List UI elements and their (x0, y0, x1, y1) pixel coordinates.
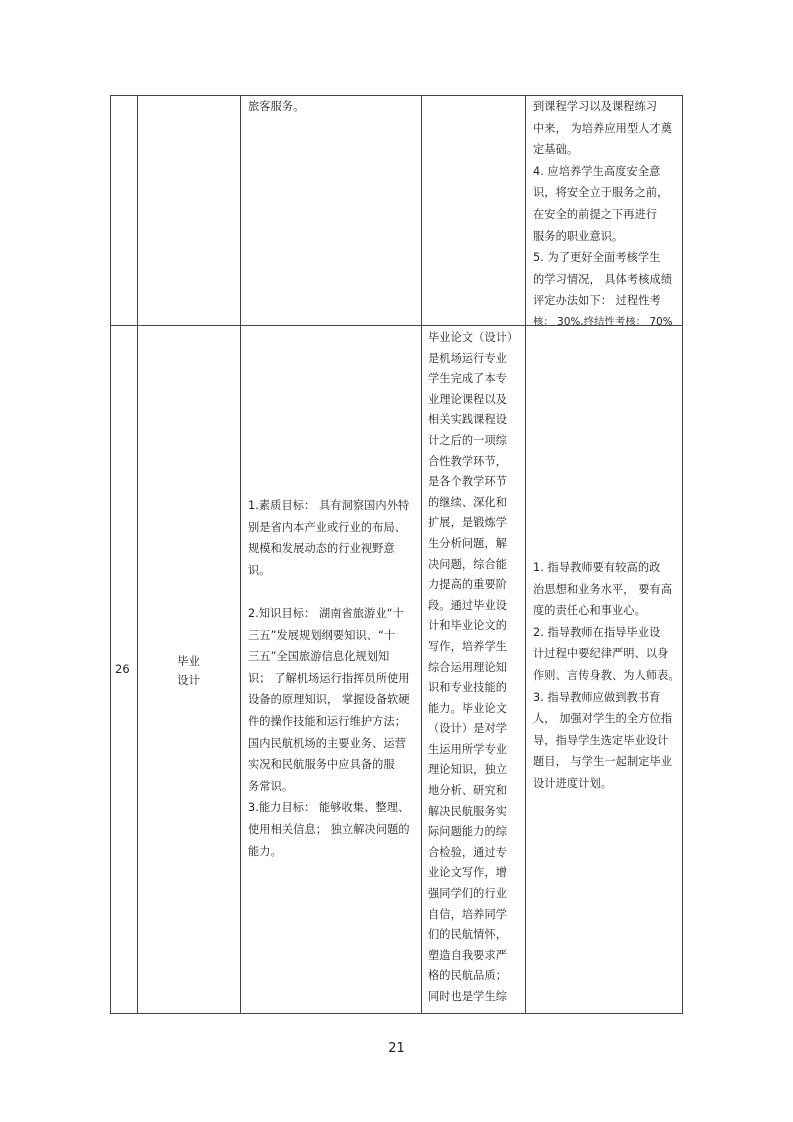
content-line: 计和毕业论文的 (428, 619, 508, 633)
requirement-line: 题目， 与学生一起制定毕业 (533, 755, 673, 769)
row2-objectives (248, 495, 410, 862)
content-line: 理论知识，独立 (428, 763, 508, 777)
objective-line: 识； 了解机场运行指挥员所使用 (248, 671, 410, 685)
content-line: 塑造自我要求严 (428, 948, 508, 962)
content-line: 自信，培养同学 (428, 907, 508, 921)
objective-line: 务常识。 (248, 779, 294, 793)
content-line: 写作，培养学生 (428, 639, 508, 653)
objective-line: 三五”发展规划纲要知识、“十 (248, 628, 396, 642)
requirement-line: 服务的职业意识。 (533, 229, 624, 243)
objective-line: 三五”全国旅游信息化规划知 (248, 650, 390, 664)
requirement-line: 中来， 为培养应用型人才奠 (533, 121, 673, 135)
objective-line: 国内民航机场的主要业务、运营 (248, 736, 407, 750)
objective-line: 1.素质目标： 具有洞察国内外特 (248, 499, 410, 512)
objective-line: 件的操作技能和运行维护方法； (248, 714, 407, 728)
page-number: 21 (388, 1041, 405, 1056)
requirement-line: 到课程学习以及课程练习 (533, 100, 658, 113)
requirement-line: 治思想和业务水平， 要有高 (533, 582, 673, 596)
requirement-line: 作则、言传身教、为人师表。 (533, 668, 680, 682)
requirement-line: 的学习情况， 具体考核成绩 (533, 272, 673, 286)
content-line: 际问题能力的综 (428, 825, 508, 839)
objective-line: 设备的原理知识， 掌握设备软硬 (248, 693, 410, 707)
requirement-line: 定基础。 (533, 143, 579, 157)
content-line: 段。通过毕业设 (428, 598, 508, 612)
content-line: 能力。毕业论文 (428, 701, 508, 715)
col-divider-3 (421, 95, 422, 1014)
requirement-line: 评定办法如下： 过程性考 (533, 294, 661, 308)
requirement-line: 导，指导学生选定毕业设计 (533, 733, 669, 747)
requirement-line: 计过程中要纪律严明、以身 (533, 647, 669, 661)
objective-line: 规模和发展动态的行业视野意 (248, 542, 395, 556)
row1-requirements (533, 96, 673, 334)
content-line: 业理论课程以及 (428, 392, 508, 406)
row2-requirements (533, 557, 680, 795)
content-line: 合检验，通过专 (428, 845, 508, 859)
col-divider-2 (240, 95, 241, 1014)
content-line: 地分析、研究和 (428, 784, 508, 798)
content-line: 相关实践课程设 (428, 413, 508, 427)
requirement-line: 3. 指导教师应做到教书育 (533, 690, 661, 704)
objective-line: 识。 (248, 563, 271, 577)
content-line: 合性教学环节， (428, 454, 508, 468)
content-line: 计之后的一项综 (428, 433, 508, 447)
requirement-line: 设计进度计划。 (533, 776, 613, 790)
objective-line: 实况和民航服务中应具备的服 (248, 758, 395, 772)
requirement-line: 4. 应培养学生高度安全意 (533, 164, 661, 178)
requirement-line: 在安全的前提之下再进行 (533, 207, 658, 221)
objective-line: 别是省内本产业或行业的布局、 (248, 520, 407, 534)
objective-line: 能力。 (248, 844, 282, 858)
content-line: 力提高的重要阶 (428, 578, 508, 592)
table-bottom-border (110, 1013, 682, 1014)
content-line: （设计）是对学 (428, 722, 508, 736)
row2-course-name (137, 652, 240, 690)
content-line: 的继续、深化和 (428, 495, 508, 509)
requirement-line: 1. 指导教师要有较高的政 (533, 561, 661, 574)
table-left-border (110, 95, 111, 1014)
requirement-line: 2. 指导教师在指导毕业设 (533, 625, 661, 639)
row2-number: 26 (115, 662, 130, 676)
requirement-line: 核： 30%,终结性考核： 70% (533, 315, 673, 328)
content-line: 毕业论文（设计） (428, 331, 519, 344)
objective-line: 2.知识目标： 湖南省旅游业“十 (248, 606, 404, 620)
content-line: 业论文写作，增 (428, 866, 508, 880)
content-line: 是各个教学环节 (428, 475, 508, 489)
objective-line: 3.能力目标： 能够收集、整理、 (248, 801, 410, 815)
requirement-line: 识，将安全立于服务之前， (533, 186, 669, 200)
objective-line: 旅客服务。 (248, 100, 305, 113)
content-line: 识和专业技能的 (428, 681, 508, 695)
objective-line (248, 581, 410, 603)
table-right-border (682, 95, 683, 1014)
content-line: 生分析问题，解 (428, 536, 508, 550)
content-line: 综合运用理论知 (428, 660, 508, 674)
content-line: 解决民航服务实 (428, 804, 508, 818)
content-line: 强同学们的行业 (428, 887, 508, 901)
content-line: 同时也是学生综 (428, 990, 508, 1003)
content-line: 扩展，是锻炼学 (428, 516, 508, 530)
content-line: 们的民航情怀， (428, 928, 508, 942)
content-line: 学生完成了本专 (428, 372, 508, 386)
requirement-line: 人， 加强对学生的全方位指 (533, 712, 673, 726)
content-line: 格的民航品质； (428, 969, 508, 983)
col-divider-1 (137, 95, 138, 1014)
row2-content (428, 328, 518, 1008)
row1-objectives (248, 96, 304, 118)
course-name-line: 毕业 (177, 654, 200, 668)
content-line: 决问题，综合能 (428, 557, 508, 571)
content-line: 生运用所学专业 (428, 742, 508, 756)
requirement-line: 度的责任心和事业心。 (533, 604, 646, 618)
content-line: 是机场运行专业 (428, 351, 508, 365)
course-name-line: 设计 (177, 673, 200, 687)
objective-line: 使用相关信息； 独立解决问题的 (248, 822, 410, 836)
requirement-line: 5. 为了更好全面考核学生 (533, 251, 661, 265)
col-divider-4 (525, 95, 526, 1014)
